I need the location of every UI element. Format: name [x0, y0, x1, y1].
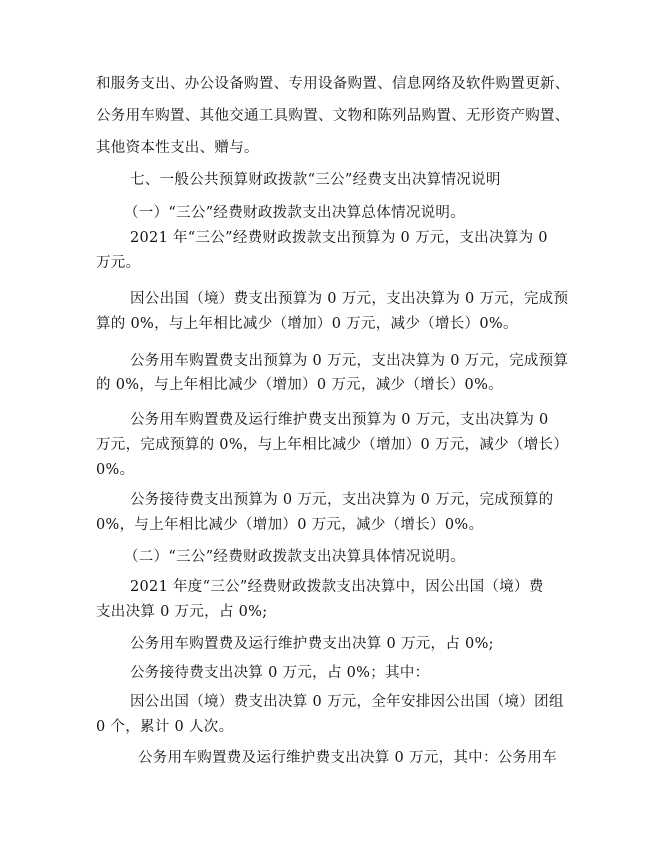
text-line: 公务接待费支出决算 0 万元，占 0%；其中： [130, 665, 430, 681]
text-line: 公务用车购置费及运行维护费支出预算为 0 万元，支出决算为 0 [130, 412, 549, 428]
text-line: 其他资本性支出、赠与。 [96, 140, 259, 156]
text-line: 万元，完成预算的 0%，与上年相比减少（增加）0 万元，减少（增长） [96, 437, 569, 453]
subsection-heading: （一）“三公”经费财政拨款支出决算总体情况说明。 [124, 205, 466, 221]
text-line: 0%，与上年相比减少（增加）0 万元，减少（增长）0%。 [96, 517, 484, 533]
section-heading: 七、一般公共预算财政拨款“三公”经费支出决算情况说明 [130, 172, 501, 188]
text-line: 2021 年度“三公”经费财政拨款支出决算中，因公出国（境）费 [130, 579, 544, 595]
text-line: 公务用车购置费及运行维护费支出决算 0 万元，占 0%; [130, 636, 494, 652]
text-line: 和服务支出、办公设备购置、专用设备购置、信息网络及软件购置更新、 [96, 76, 570, 92]
text-line: 支出决算 0 万元，占 0%; [96, 604, 268, 620]
text-line: 2021 年“三公”经费财政拨款支出预算为 0 万元，支出决算为 0 [130, 230, 548, 246]
text-line: 公务用车购置费支出预算为 0 万元，支出决算为 0 万元，完成预算 [130, 353, 569, 369]
text-line: 0%。 [96, 462, 135, 478]
text-line: 因公出国（境）费支出决算 0 万元，全年安排因公出国（境）团组 [130, 694, 564, 710]
text-line: 公务用车购置、其他交通工具购置、文物和陈列品购置、无形资产购置、 [96, 108, 570, 124]
text-line: 因公出国（境）费支出预算为 0 万元，支出决算为 0 万元，完成预 [130, 291, 569, 307]
text-line: 0 个，累计 0 人次。 [96, 719, 234, 735]
text-line: 的 0%，与上年相比减少（增加）0 万元，减少（增长）0%。 [96, 377, 503, 393]
text-line: 万元。 [96, 255, 141, 271]
subsection-heading: （二）“三公”经费财政拨款支出决算具体情况说明。 [124, 549, 466, 565]
text-line: 公务接待费支出预算为 0 万元，支出决算为 0 万元，完成预算的 [130, 492, 554, 508]
text-line: 算的 0%，与上年相比减少（增加）0 万元，减少（增长）0%。 [96, 316, 518, 332]
text-line: 公务用车购置费及运行维护费支出决算 0 万元，其中：公务用车 [138, 750, 557, 766]
